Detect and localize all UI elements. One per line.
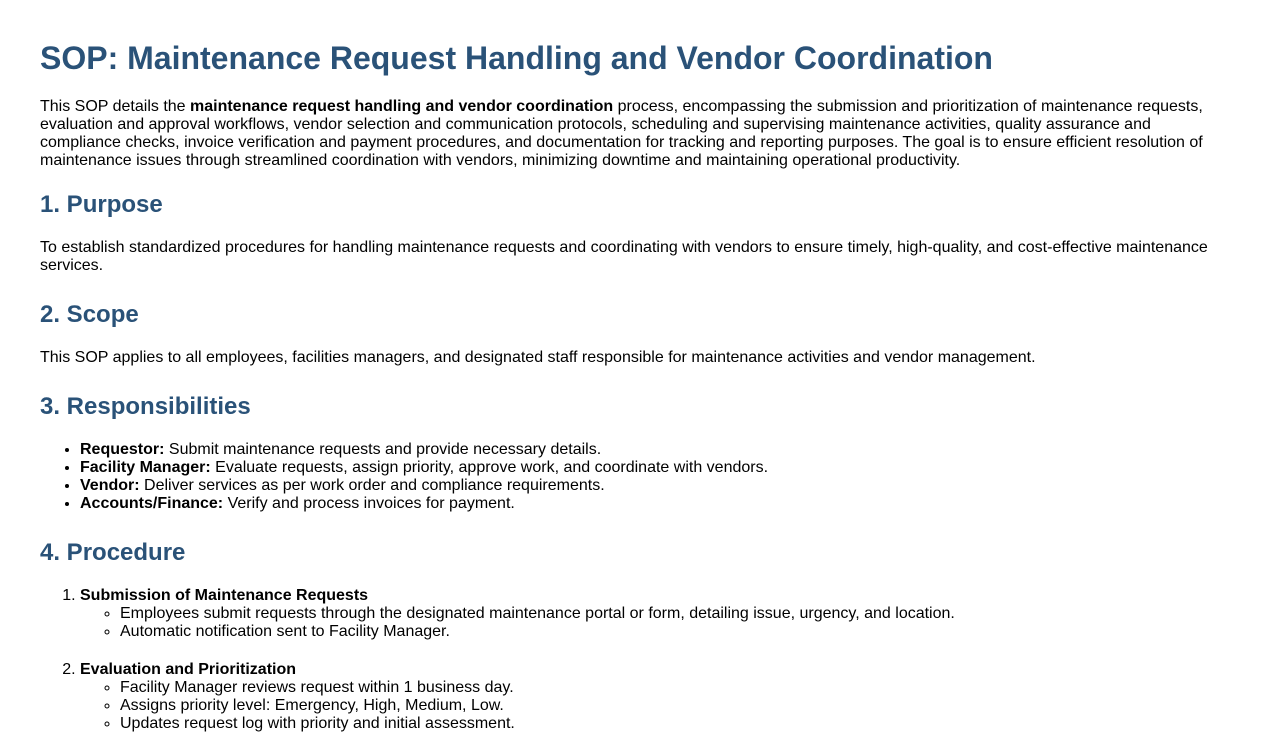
responsibility-role: Requestor: [80, 441, 165, 458]
step-bullet: ◦ Employees submit requests through the designated maintenance portal or form, detailing issue, urgency, and location. [120, 605, 1223, 623]
responsibility-text: Deliver services as per work order and compliance requirements. [139, 477, 605, 494]
step-bullet: ◦ Updates request log with priority and initial assessment. [120, 715, 1223, 733]
intro-bold: maintenance request handling and vendor coordination [190, 98, 614, 115]
intro-prefix: This SOP details the [40, 98, 190, 115]
procedure-step [80, 661, 1223, 733]
intro-paragraph [40, 98, 1223, 170]
responsibility-text: Verify and process invoices for payment. [223, 495, 515, 512]
step-title: Evaluation and Prioritization [80, 661, 297, 678]
responsibility-item [80, 459, 1223, 477]
step-bullet: ◦ Assigns priority level: Emergency, High, Medium, Low. [120, 697, 1223, 715]
responsibility-item [80, 495, 1223, 513]
responsibility-role: Vendor: [80, 477, 140, 494]
step-bullet: ◦ Facility Manager reviews request within 1 business day. [120, 679, 1223, 697]
responsibility-role: Accounts/Finance: [80, 495, 224, 512]
responsibilities-list [40, 441, 1223, 513]
procedure-heading: 4. Procedure [40, 539, 186, 566]
responsibility-role: Facility Manager: [80, 459, 211, 476]
purpose-text: To establish standardized procedures for handling maintenance requests and coordinating with vendors to ensure timely, high-quality, and cost-effective maintenance services. [40, 239, 1208, 274]
intro-suffix: process, encompassing the submission and prioritization of maintenance requests, evaluation and approval workflows, vendor selection and communication protocols, scheduling and supervising maintenance activities, quality assurance and compliance checks, invoice verification and payment procedures, and documentation for tracking and reporting purposes. The goal is to ensure efficient resolution of maintenance issues through streamlined coordination with vendors, minimizing downtime and maintaining operational productivity. [40, 98, 1203, 169]
responsibility-item [80, 441, 1223, 459]
purpose-heading: 1. Purpose [40, 191, 163, 218]
page-title: SOP: Maintenance Request Handling and Vendor Coordination [40, 40, 993, 76]
step-bullets [80, 605, 1223, 641]
procedure-steps [40, 587, 1223, 733]
scope-text: This SOP applies to all employees, facilities managers, and designated staff responsible for maintenance activities and vendor management. [40, 349, 1036, 366]
step-title: Submission of Maintenance Requests [80, 587, 369, 604]
step-bullet: ◦ Automatic notification sent to Facility Manager. [120, 623, 1223, 641]
scope-heading: 2. Scope [40, 301, 139, 328]
responsibility-text: Evaluate requests, assign priority, approve work, and coordinate with vendors. [210, 459, 769, 476]
responsibilities-heading: 3. Responsibilities [40, 393, 251, 420]
step-bullets [80, 679, 1223, 733]
responsibility-text: Submit maintenance requests and provide necessary details. [164, 441, 602, 458]
procedure-step [80, 587, 1223, 641]
responsibility-item [80, 477, 1223, 495]
